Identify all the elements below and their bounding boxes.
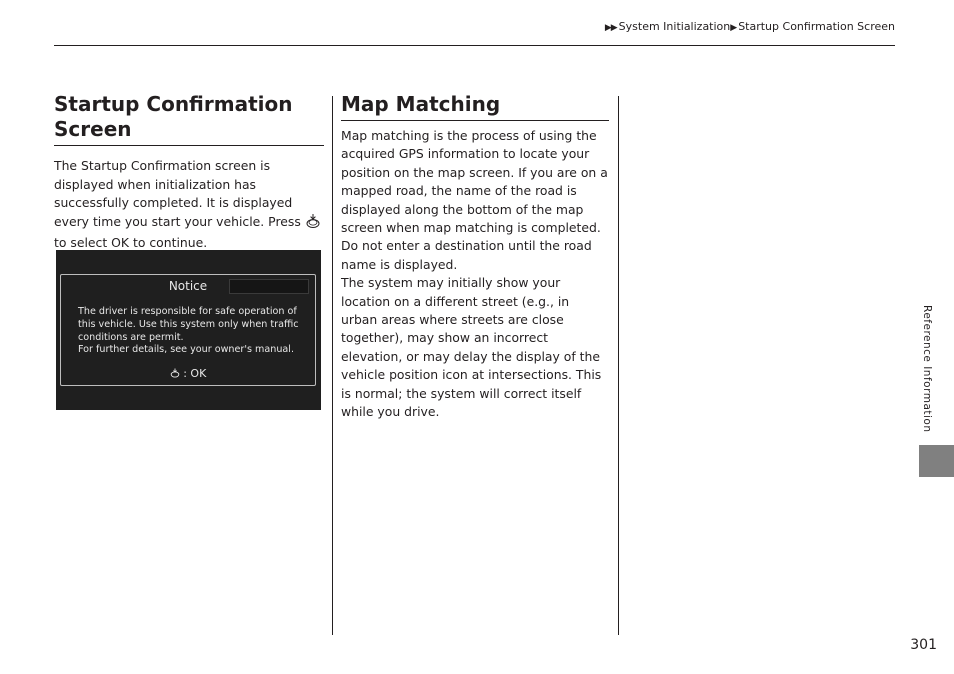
- map-matching-para-2: The system may initially show your location on a different street (e.g., in urban areas where streets are close together), may show an incorrect elevation, or may delay the display of the vehicle position icon at intersections. This is normal; the system will correct itself while you drive.: [341, 275, 602, 420]
- notice-ok[interactable]: : OK: [61, 367, 315, 380]
- side-tab-label: Reference Information: [921, 305, 933, 433]
- side-tab-marker[interactable]: [919, 445, 954, 477]
- column-divider-right: [618, 96, 619, 635]
- breadcrumb-arrows: ▶▶: [604, 23, 617, 33]
- breadcrumb: [605, 20, 895, 33]
- startup-heading: Startup Confirmation Screen: [54, 92, 324, 146]
- header-rule: [54, 45, 895, 46]
- interface-dial-icon: [305, 213, 321, 235]
- breadcrumb-current: Startup Confirmation Screen: [738, 20, 895, 33]
- notice-message: The driver is responsible for safe operation of this vehicle. Use this system only when traffic conditions are permit. For further details, see your owner's manual.: [78, 306, 299, 356]
- startup-screen-image: [56, 250, 321, 410]
- notice-dialog: [60, 274, 316, 386]
- map-matching-heading: Map Matching: [341, 92, 609, 121]
- startup-section: [54, 92, 324, 253]
- page-number: 301: [910, 637, 937, 653]
- breadcrumb-section[interactable]: System Initialization: [618, 20, 731, 33]
- dial-icon: [170, 367, 180, 380]
- map-matching-section: [341, 92, 609, 422]
- ok-label: OK: [111, 235, 130, 251]
- map-matching-para-1: Map matching is the process of using the acquired GPS information to locate your position on the map screen. If you are on a mapped road, the name of the road is displayed along the bottom of the map screen when map matching is completed. Do not enter a destination until the road name is displayed.: [341, 128, 608, 272]
- column-divider-left: [332, 96, 333, 635]
- breadcrumb-separator: ▶: [730, 23, 737, 33]
- startup-paragraph: The Startup Confirmation screen is displayed when initialization has successfully completed. It is displayed every time you start your vehicle. Press to select OK to continue.: [54, 157, 324, 253]
- notice-title: Notice: [168, 279, 208, 293]
